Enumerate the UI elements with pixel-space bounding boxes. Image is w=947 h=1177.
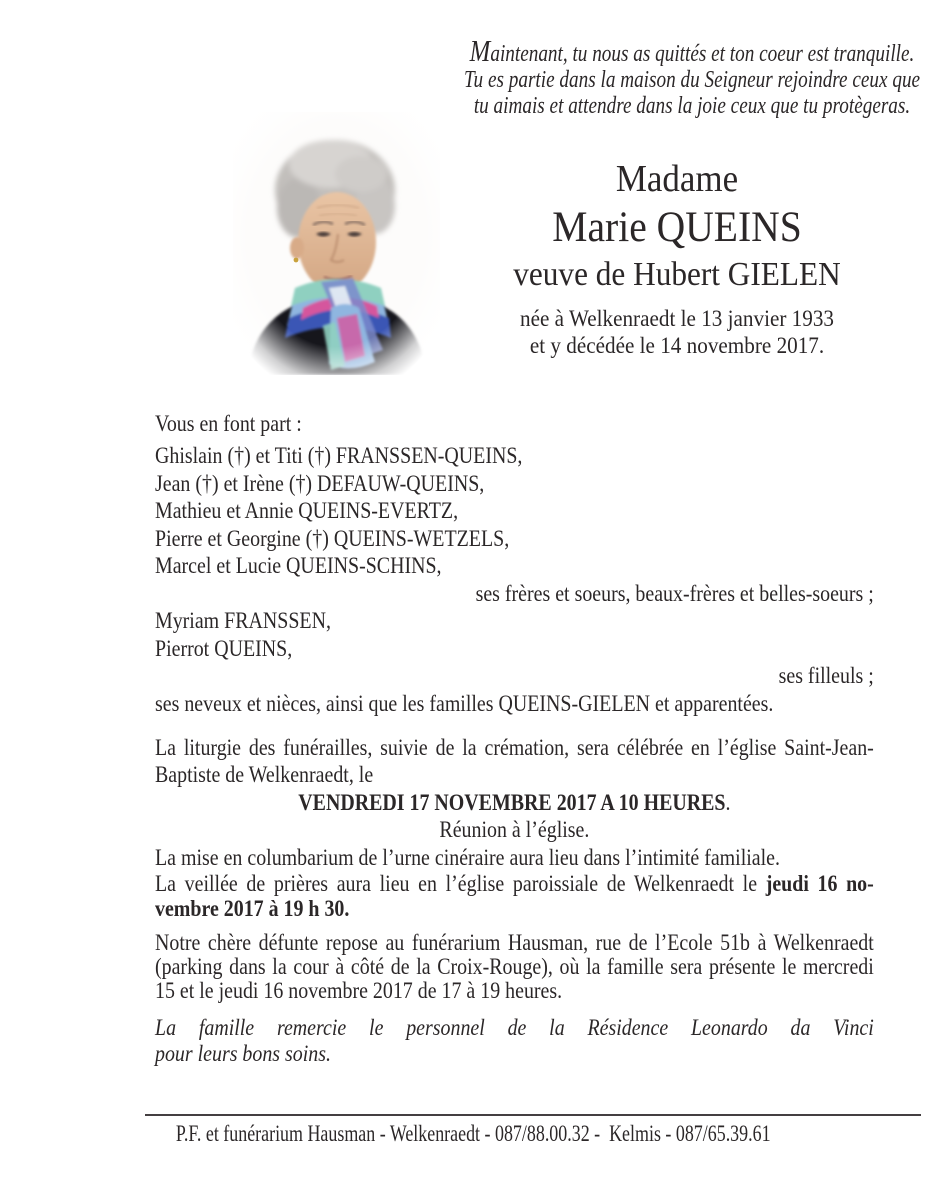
- funeral-home-contact: P.F. et funérarium Hausman - Welkenraedt - 087/88.00.32 - Kelmis - 087/65.39.61: [176, 1121, 771, 1146]
- announcement-intro: Vous en font part :: [155, 411, 302, 436]
- footer: [0, 1121, 947, 1147]
- vigil-line2: vembre 2017 à 19 h 30.: [155, 896, 350, 921]
- deceased-title-block: [424, 156, 930, 359]
- ceremony-date-line: [155, 789, 874, 817]
- deceased-widow-of: veuve de Hubert GIELEN: [513, 256, 841, 293]
- relatives-line: ses neveux et nièces, ainsi que les familles QUEINS-GIELEN et apparentées.: [155, 690, 774, 716]
- godchildren-list: Myriam FRANSSEN, Pierrot QUEINS,: [155, 608, 331, 661]
- columbarium-line: La mise en columbarium de l’urne cinéraire aura lieu dans l’intimité familiale.: [155, 844, 780, 870]
- epigraph-initial: M: [469, 33, 491, 68]
- footer-divider: [145, 1114, 921, 1116]
- ceremony-date-period: .: [725, 789, 731, 815]
- siblings-caption: ses frères et soeurs, beaux-frères et belles-soeurs ;: [475, 580, 874, 606]
- epigraph: [412, 33, 947, 119]
- ceremony-date: VENDREDI 17 NOVEMBRE 2017 A 10 HEURES: [298, 789, 726, 815]
- liturgy-paragraph: La liturgie des funérailles, suivie de la crémation, sera célébrée en l’église Saint-Jean- Baptiste de Welkenraedt, le: [155, 734, 874, 787]
- portrait-illustration: [233, 112, 440, 375]
- epigraph-line2: Tu es partie dans la maison du Seigneur rejoindre ceux que: [463, 67, 921, 93]
- godchildren-caption: ses filleuls ;: [778, 663, 874, 688]
- deceased-birth: née à Welkenraedt le 13 janvier 1933: [519, 306, 835, 331]
- portrait-photo: [233, 112, 440, 375]
- thanks-paragraph: La famille remercie le personnel de la Résidence Leonardo da Vinci pour leurs bons soins.: [155, 1015, 874, 1066]
- vigil-paragraph: [155, 871, 874, 921]
- announcement-body: [155, 410, 874, 1066]
- deceased-honorific: Madame: [615, 158, 739, 200]
- vigil-line1: La veillée de prières aura lieu en l’église paroissiale de Welkenraedt le jeudi 16 no-: [155, 871, 874, 896]
- epigraph-line3: tu aimais et attendre dans la joie ceux que tu protègeras.: [473, 93, 911, 119]
- meeting-line: Réunion à l’église.: [439, 817, 590, 842]
- deceased-death: et y décédée le 14 novembre 2017.: [529, 333, 825, 358]
- siblings-list: Ghislain (†) et Titi (†) FRANSSEN-QUEINS, Jean (†) et Irène (†) DEFAUW-QUEINS, Mathieu et Annie QUEINS-EVERTZ, Pierre et Georgine (†) QUEINS-WETZELS, Marcel et Lucie QUEINS-SCHINS,: [155, 443, 523, 578]
- repose-paragraph: Notre chère défunte repose au funérarium Hausman, rue de l’Ecole 51b à Welkenraedt (parking dans la cour à côté de la Croix-Rouge), où la famille sera présente le mercredi 15 et le jeudi 16 novembre 2017 de 17 à 19 heures.: [155, 930, 874, 1003]
- epigraph-line1: Maintenant, tu nous as quittés et ton coeur est tranquille.: [469, 33, 915, 68]
- deceased-name: Marie QUEINS: [552, 204, 802, 251]
